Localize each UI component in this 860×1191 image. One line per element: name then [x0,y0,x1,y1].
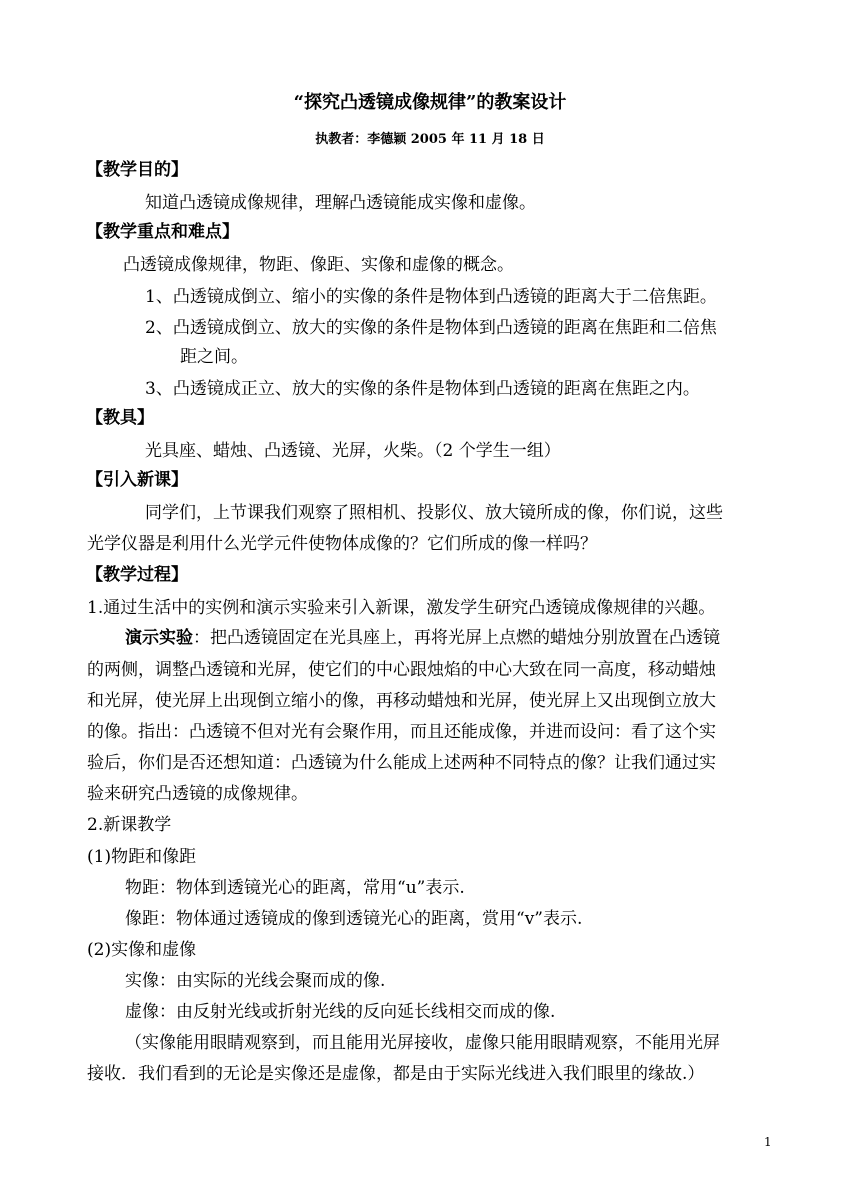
process-step-1: 1.通过生活中的实例和演示实验来引入新课，激发学生研究凸透镜成像规律的兴趣。 [87,598,716,618]
page-number: 1 [764,1135,772,1149]
objectives-text: 知道凸透镜成像规律，理解凸透镜能成实像和虚像。 [145,193,536,213]
real-image-definition: 实像：由实际的光线会聚而成的像. [125,971,386,991]
demo-text-1: ：把凸透镜固定在光具座上，再将光屏上点燃的蜡烛分别放置在凸透镜 [193,628,720,648]
note-line-1: （实像能用眼睛观察到，而且能用光屏接收，虚像只能用眼睛观察，不能用光屏 [125,1033,720,1053]
note-line-2: 接收．我们看到的无论是实像还是虚像，都是由于实际光线进入我们眼里的缘故.） [87,1064,705,1084]
demo-line-4: 的像。指出：凸透镜不但对光有会聚作用，而且还能成像，并进而设问：看了这个实 [87,722,716,742]
key-points-intro: 凸透镜成像规律，物距、像距、实像和虚像的概念。 [123,255,514,275]
objectives-heading: 【教学目的】 [86,160,188,180]
tools-heading: 【教具】 [86,408,154,428]
virtual-image-definition: 虚像：由反射光线或折射光线的反向延长线相交而成的像. [125,1002,556,1022]
object-distance-definition: 物距：物体到透镜光心的距离，常用“u”表示. [125,878,465,898]
demo-line-6: 验来研究凸透镜的成像规律。 [87,784,308,804]
document-byline: 执教者：李德颖 2005 年 11 月 18 日 [315,132,545,147]
subsection-distance-heading: (1)物距和像距 [87,847,197,867]
demo-line-3: 和光屏，使光屏上出现倒立缩小的像，再移动蜡烛和光屏，使光屏上又出现倒立放大 [87,691,716,711]
demo-line-1 [125,628,720,648]
key-point-item-2-line-2: 距之间。 [180,347,248,367]
key-point-item-3: 3、凸透镜成正立、放大的实像的条件是物体到凸透镜的距离在焦距之内。 [145,379,700,399]
demo-label: 演示实验 [125,628,193,648]
intro-line-2: 光学仪器是利用什么光学元件使物体成像的？它们所成的像一样吗？ [87,534,597,554]
tools-text: 光具座、蜡烛、凸透镜、光屏，火柴。（2 个学生一组） [145,441,561,461]
document-title: “探究凸透镜成像规律”的教案设计 [293,92,567,113]
subsection-image-heading: (2)实像和虚像 [87,940,197,960]
process-heading: 【教学过程】 [86,565,188,585]
intro-heading: 【引入新课】 [86,470,188,490]
process-step-2: 2.新课教学 [87,815,172,835]
key-points-heading: 【教学重点和难点】 [86,222,239,242]
demo-line-2: 的两侧，调整凸透镜和光屏，使它们的中心跟烛焰的中心大致在同一高度，移动蜡烛 [87,660,716,680]
key-point-item-1: 1、凸透镜成倒立、缩小的实像的条件是物体到凸透镜的距离大于二倍焦距。 [145,287,717,307]
intro-line-1: 同学们，上节课我们观察了照相机、投影仪、放大镜所成的像，你们说，这些 [145,503,723,523]
demo-line-5: 验后，你们是否还想知道：凸透镜为什么能成上述两种不同特点的像？让我们通过实 [87,753,716,773]
key-point-item-2-line-1: 2、凸透镜成倒立、放大的实像的条件是物体到凸透镜的距离在焦距和二倍焦 [145,318,717,338]
image-distance-definition: 像距：物体通过透镜成的像到透镜光心的距离，赏用“v”表示. [125,909,583,929]
